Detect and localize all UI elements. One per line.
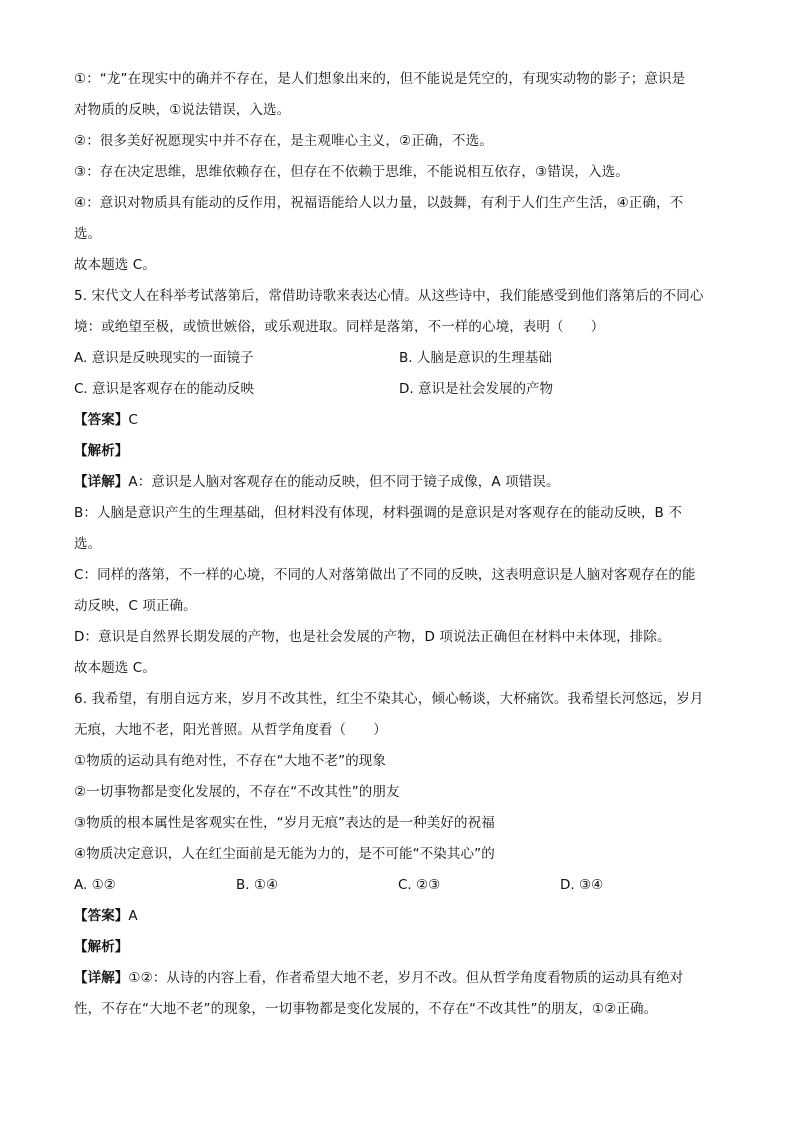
analysis-line: ①：“龙”在现实中的确并不存在，是人们想象出来的，但不能说是凭空的，有现实动物的影子；意识是 bbox=[74, 71, 686, 87]
detail-tag: 【详解】 bbox=[74, 970, 129, 986]
question-6-stem: 无痕，大地不老，阳光普照。从哲学角度看（ ） bbox=[74, 722, 387, 738]
statement-2: ②一切事物都是变化发展的，不存在“不改其性”的朋友 bbox=[74, 784, 400, 800]
option-c: C. 意识是客观存在的能动反映 bbox=[74, 381, 255, 397]
question-5-options-row bbox=[74, 343, 724, 374]
option-a: A. 意识是反映现实的一面镜子 bbox=[74, 350, 254, 366]
answer-value: C bbox=[128, 412, 138, 428]
analysis-line: 对物质的反映，①说法错误，入选。 bbox=[74, 102, 291, 118]
question-5-options-row bbox=[74, 374, 724, 405]
detail-line: 选。 bbox=[74, 536, 102, 552]
answer-tag: 【答案】 bbox=[74, 412, 129, 428]
statement-4: ④物质决定意识，人在红尘面前是无能为力的，是不可能“不染其心”的 bbox=[74, 846, 495, 862]
option-d: D. ③④ bbox=[560, 877, 604, 893]
question-6-stem: 6. 我希望，有朋自远方来，岁月不改其性，红尘不染其心，倾心畅谈，大杯痛饮。我希望长河悠远，岁月 bbox=[74, 691, 704, 707]
analysis-heading bbox=[74, 436, 724, 467]
conclusion-line: 故本题选 C。 bbox=[74, 257, 156, 273]
answer-line bbox=[74, 901, 724, 932]
conclusion-line: 故本题选 C。 bbox=[74, 660, 156, 676]
document-page bbox=[74, 64, 724, 1025]
detail-line bbox=[74, 963, 724, 994]
option-b: B. ①④ bbox=[236, 877, 279, 893]
detail-line: 动反映，C 项正确。 bbox=[74, 598, 197, 614]
option-b: B. 人脑是意识的生理基础 bbox=[399, 350, 552, 366]
detail-line: D：意识是自然界长期发展的产物，也是社会发展的产物，D 项说法正确但在材料中未体现，排除。 bbox=[74, 629, 671, 645]
analysis-tag: 【解析】 bbox=[74, 443, 129, 459]
question-6-options-row bbox=[74, 870, 724, 901]
answer-value: A bbox=[128, 908, 138, 924]
detail-line: C：同样的落第，不一样的心境，不同的人对落第做出了不同的反映，这表明意识是人脑对客观存在的能 bbox=[74, 567, 696, 583]
analysis-line: ③：存在决定思维，思维依赖存在，但存在不依赖于思维，不能说相互依存，③错误，入选。 bbox=[74, 164, 629, 180]
option-c: C. ②③ bbox=[398, 877, 441, 893]
detail-text: A：意识是人脑对客观存在的能动反映，但不同于镜子成像，A 项错误。 bbox=[128, 474, 560, 490]
detail-text: ①②：从诗的内容上看，作者希望大地不老，岁月不改。但从哲学角度看物质的运动具有绝对 bbox=[128, 970, 684, 986]
statement-3: ③物质的根本属性是客观实在性，“岁月无痕”表达的是一种美好的祝福 bbox=[74, 815, 495, 831]
detail-line bbox=[74, 467, 724, 498]
statement-1: ①物质的运动具有绝对性，不存在“大地不老”的现象 bbox=[74, 753, 386, 769]
analysis-heading bbox=[74, 932, 724, 963]
analysis-line: ④：意识对物质具有能动的反作用，祝福语能给人以力量，以鼓舞，有利于人们生产生活，④正确，不 bbox=[74, 195, 684, 211]
detail-line: 性，不存在“大地不老”的现象，一切事物都是变化发展的，不存在“不改其性”的朋友，①②正确。 bbox=[74, 1001, 658, 1017]
option-a: A. ①② bbox=[74, 877, 116, 893]
question-5-stem: 5. 宋代文人在科举考试落第后，常借助诗歌来表达心情。从这些诗中，我们能感受到他们落第后的不同心 bbox=[74, 288, 704, 304]
detail-line: B：人脑是意识产生的生理基础，但材料没有体现，材料强调的是意识是对客观存在的能动反映，B 不 bbox=[74, 505, 682, 521]
analysis-line: ②：很多美好祝愿现实中并不存在，是主观唯心主义，②正确，不选。 bbox=[74, 133, 493, 149]
option-d: D. 意识是社会发展的产物 bbox=[399, 381, 553, 397]
analysis-line: 选。 bbox=[74, 226, 102, 242]
answer-tag: 【答案】 bbox=[74, 908, 129, 924]
analysis-tag: 【解析】 bbox=[74, 939, 129, 955]
answer-line bbox=[74, 405, 724, 436]
question-5-stem: 境：或绝望至极，或愤世嫉俗，或乐观进取。同样是落第，不一样的心境，表明（ ） bbox=[74, 319, 605, 335]
detail-tag: 【详解】 bbox=[74, 474, 129, 490]
